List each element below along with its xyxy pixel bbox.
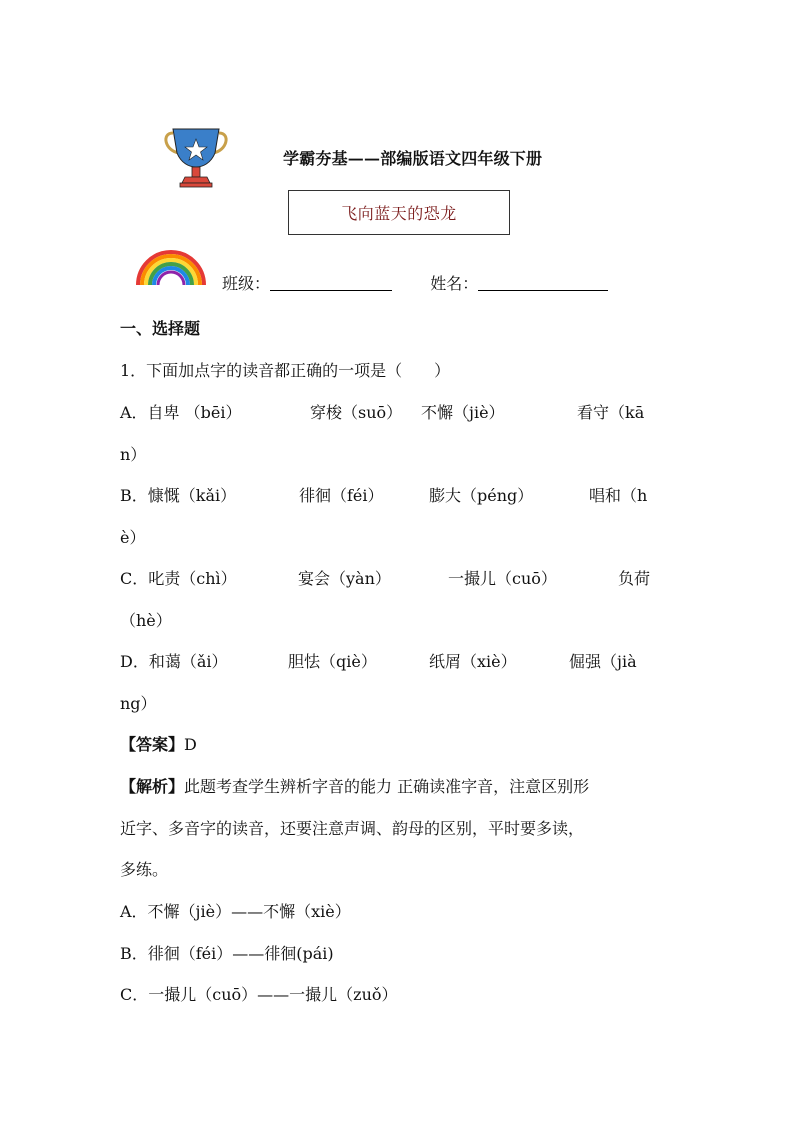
analysis-item-b: B．徘徊（féi）——徘徊(pái) bbox=[120, 944, 334, 963]
analysis-line-2: 近字、多音字的读音，还要注意声调、韵母的区别，平时要多读， bbox=[120, 819, 585, 838]
option-b-wrap: è） bbox=[120, 528, 146, 547]
analysis-text-1: 此题考查学生辨析字音的能力 正确读准字音，注意区别形 bbox=[184, 777, 590, 796]
option-d-word4: 倔强（jià bbox=[569, 652, 637, 671]
option-a-word3: 不懈（jiè） bbox=[421, 403, 505, 422]
option-a-word2: 穿梭（suō） bbox=[310, 403, 403, 422]
lesson-title-box bbox=[288, 190, 510, 235]
answer-row bbox=[120, 732, 197, 755]
rainbow-icon bbox=[134, 247, 208, 287]
name-input-line[interactable] bbox=[478, 276, 608, 291]
option-a-wrap: n） bbox=[120, 445, 147, 464]
section-heading: 一、选择题 bbox=[120, 319, 201, 338]
analysis-line-1 bbox=[120, 774, 589, 797]
option-c-word3: 一撮儿（cuō） bbox=[448, 569, 557, 588]
analysis-line-3: 多练。 bbox=[120, 860, 169, 879]
analysis-item-a: A．不懈（jiè）——不懈（xiè） bbox=[120, 902, 351, 921]
name-label: 姓名： bbox=[430, 274, 479, 293]
student-info-row bbox=[222, 271, 608, 294]
class-input-line[interactable] bbox=[270, 276, 392, 291]
option-b-word1: B．慷慨（kǎi） bbox=[120, 486, 237, 505]
option-d-word3: 纸屑（xiè） bbox=[429, 652, 517, 671]
option-c-word2: 宴会（yàn） bbox=[298, 569, 391, 588]
option-a-word4: 看守（kā bbox=[577, 403, 645, 422]
trophy-icon bbox=[163, 127, 229, 189]
option-c-word4: 负荷 bbox=[618, 569, 651, 588]
document-header-title: 学霸夯基——部编版语文四年级下册 bbox=[283, 149, 543, 168]
question-stem: 1．下面加点字的读音都正确的一项是（ ） bbox=[120, 361, 451, 380]
analysis-label: 【解析】 bbox=[120, 777, 185, 796]
option-b-word4: 唱和（h bbox=[589, 486, 648, 505]
option-c-wrap: （hè） bbox=[120, 611, 172, 630]
option-d-wrap: ng） bbox=[120, 694, 157, 713]
class-label: 班级： bbox=[222, 274, 271, 293]
option-c-word1: C．叱责（chì） bbox=[120, 569, 237, 588]
answer-value: D bbox=[184, 735, 197, 754]
option-d-word2: 胆怯（qiè） bbox=[288, 652, 377, 671]
analysis-item-c: C．一撮儿（cuō）——一撮儿（zuǒ） bbox=[120, 985, 398, 1004]
option-b-word2: 徘徊（féi） bbox=[299, 486, 384, 505]
option-a-word1: A．自卑 （bēi） bbox=[120, 403, 242, 422]
option-d-word1: D．和蔼（ǎi） bbox=[120, 652, 228, 671]
lesson-title: 飞向蓝天的恐龙 bbox=[341, 204, 457, 223]
option-b-word3: 膨大（péng） bbox=[429, 486, 534, 505]
answer-label: 【答案】 bbox=[120, 735, 185, 754]
